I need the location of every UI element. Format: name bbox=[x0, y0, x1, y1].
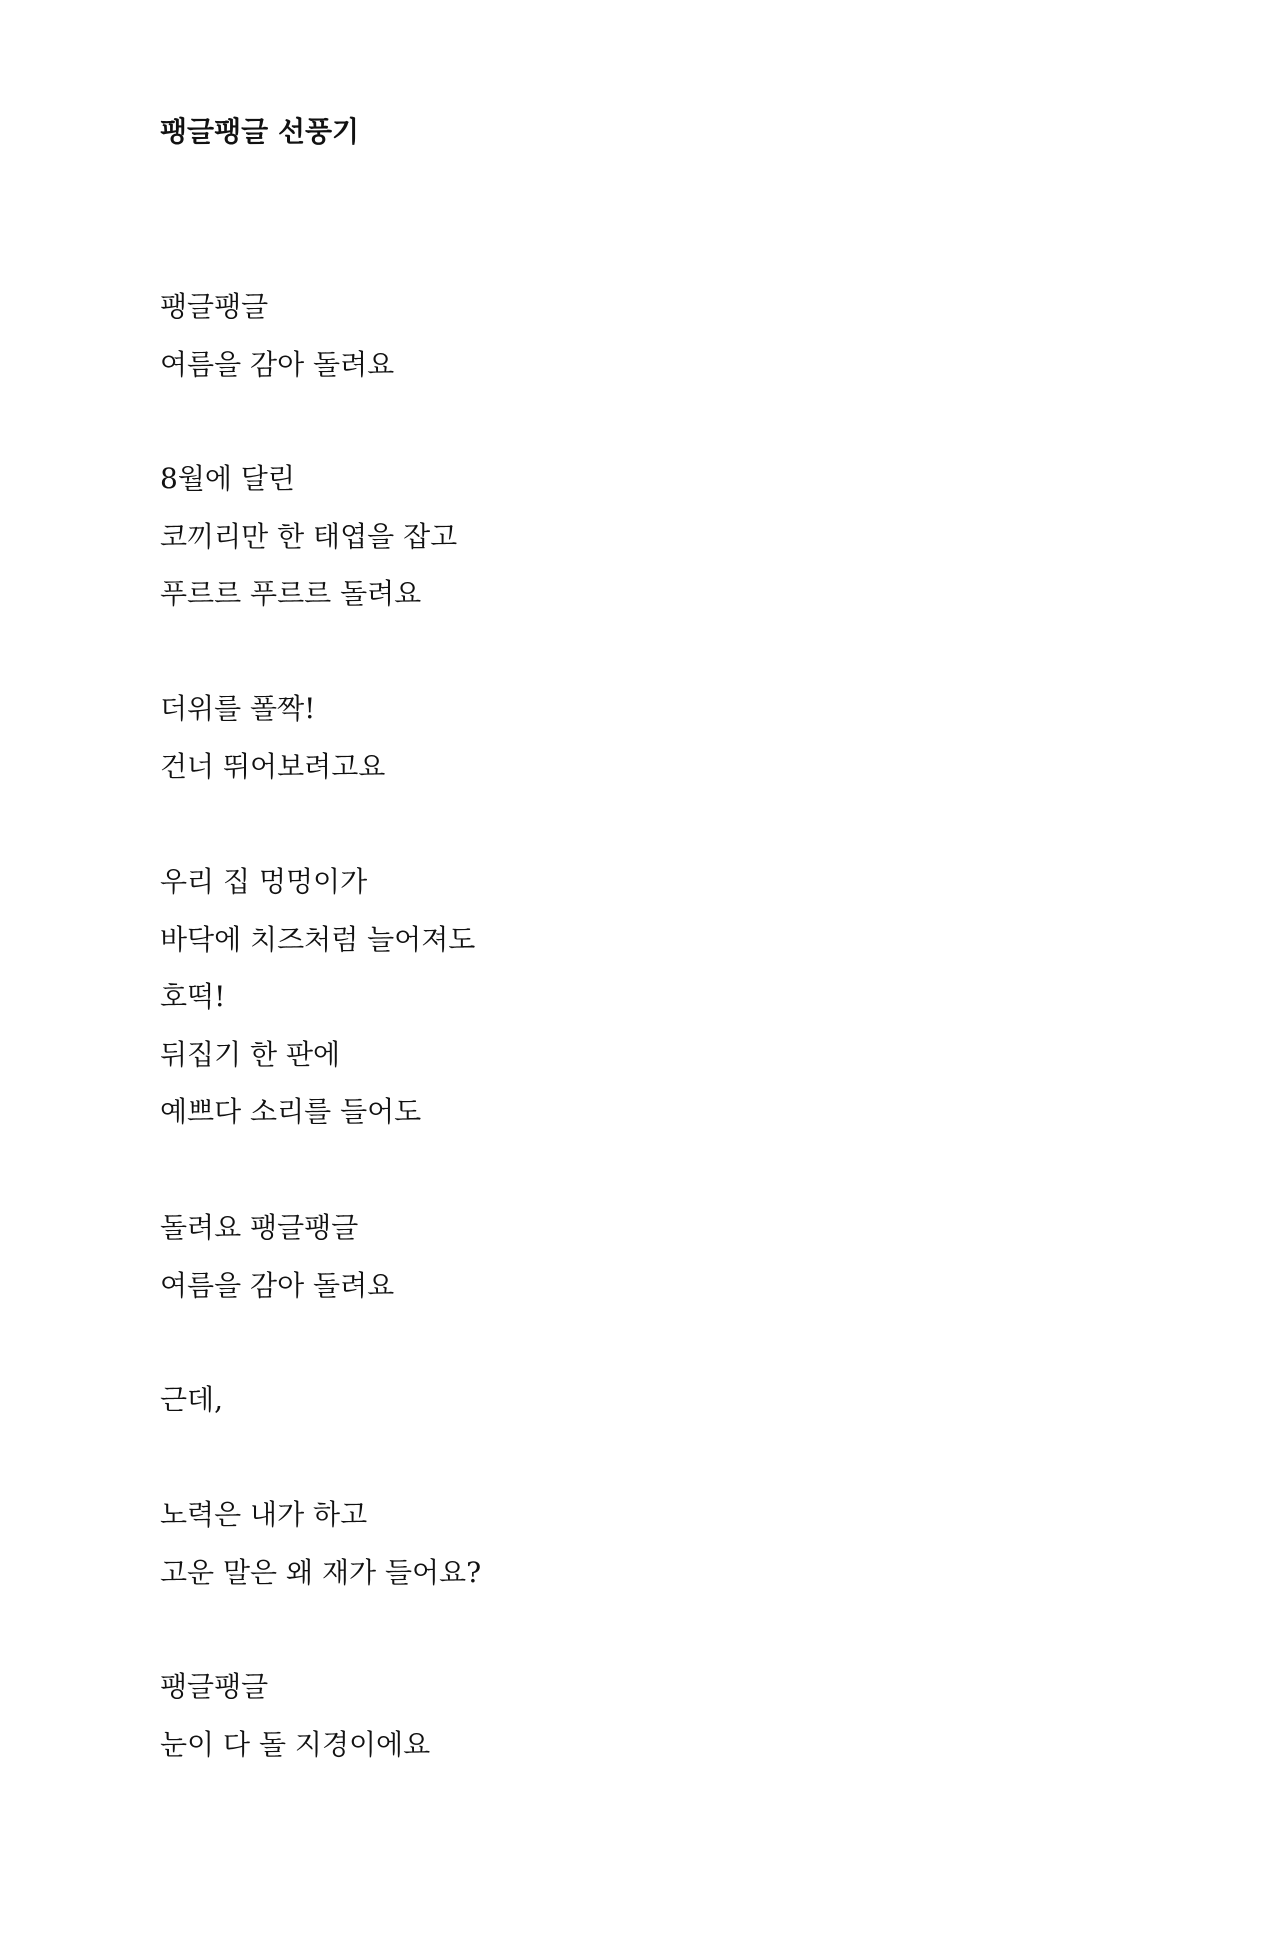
poem-line: 건너 뛰어보려고요 bbox=[160, 749, 386, 783]
stanza-3 bbox=[160, 680, 385, 795]
poem-line: 근데, bbox=[160, 1383, 223, 1416]
stanza-4 bbox=[160, 853, 475, 1141]
poem-line: 여름을 감아 돌려요 bbox=[160, 1268, 395, 1302]
stanza-5 bbox=[160, 1199, 394, 1314]
stanza-2 bbox=[160, 450, 457, 623]
stanza-8 bbox=[160, 1658, 430, 1773]
poem-line: 예쁘다 소리를 들어도 bbox=[160, 1095, 422, 1128]
poem-line: 여름을 감아 돌려요 bbox=[160, 347, 395, 381]
poem-line: 바닥에 치즈처럼 늘어져도 bbox=[160, 922, 476, 956]
poem-line: 노력은 내가 하고 bbox=[160, 1498, 368, 1531]
poem-line: 코끼리만 한 태엽을 잡고 bbox=[160, 519, 458, 553]
poem-line: 눈이 다 돌 지경이에요 bbox=[160, 1727, 431, 1761]
poem-line: 더위를 폴짝! bbox=[160, 692, 316, 725]
poem-line: 팽글팽글 bbox=[160, 290, 269, 323]
stanza-6 bbox=[160, 1371, 223, 1429]
poem-line: 돌려요 팽글팽글 bbox=[160, 1211, 359, 1244]
poem-line: 8월에 달린 bbox=[160, 462, 295, 495]
poem-line: 고운 말은 왜 재가 들어요? bbox=[160, 1555, 482, 1589]
stanza-7 bbox=[160, 1486, 481, 1601]
poem-line: 뒤집기 한 판에 bbox=[160, 1037, 341, 1071]
poem-title: 팽글팽글 선풍기 bbox=[160, 115, 360, 148]
poem-line: 호떡! bbox=[160, 980, 226, 1013]
poem-line: 우리 집 멍멍이가 bbox=[160, 865, 368, 898]
poem-line: 푸르르 푸르르 돌려요 bbox=[160, 577, 422, 610]
poem-line: 팽글팽글 bbox=[160, 1670, 269, 1703]
stanza-1 bbox=[160, 278, 394, 393]
